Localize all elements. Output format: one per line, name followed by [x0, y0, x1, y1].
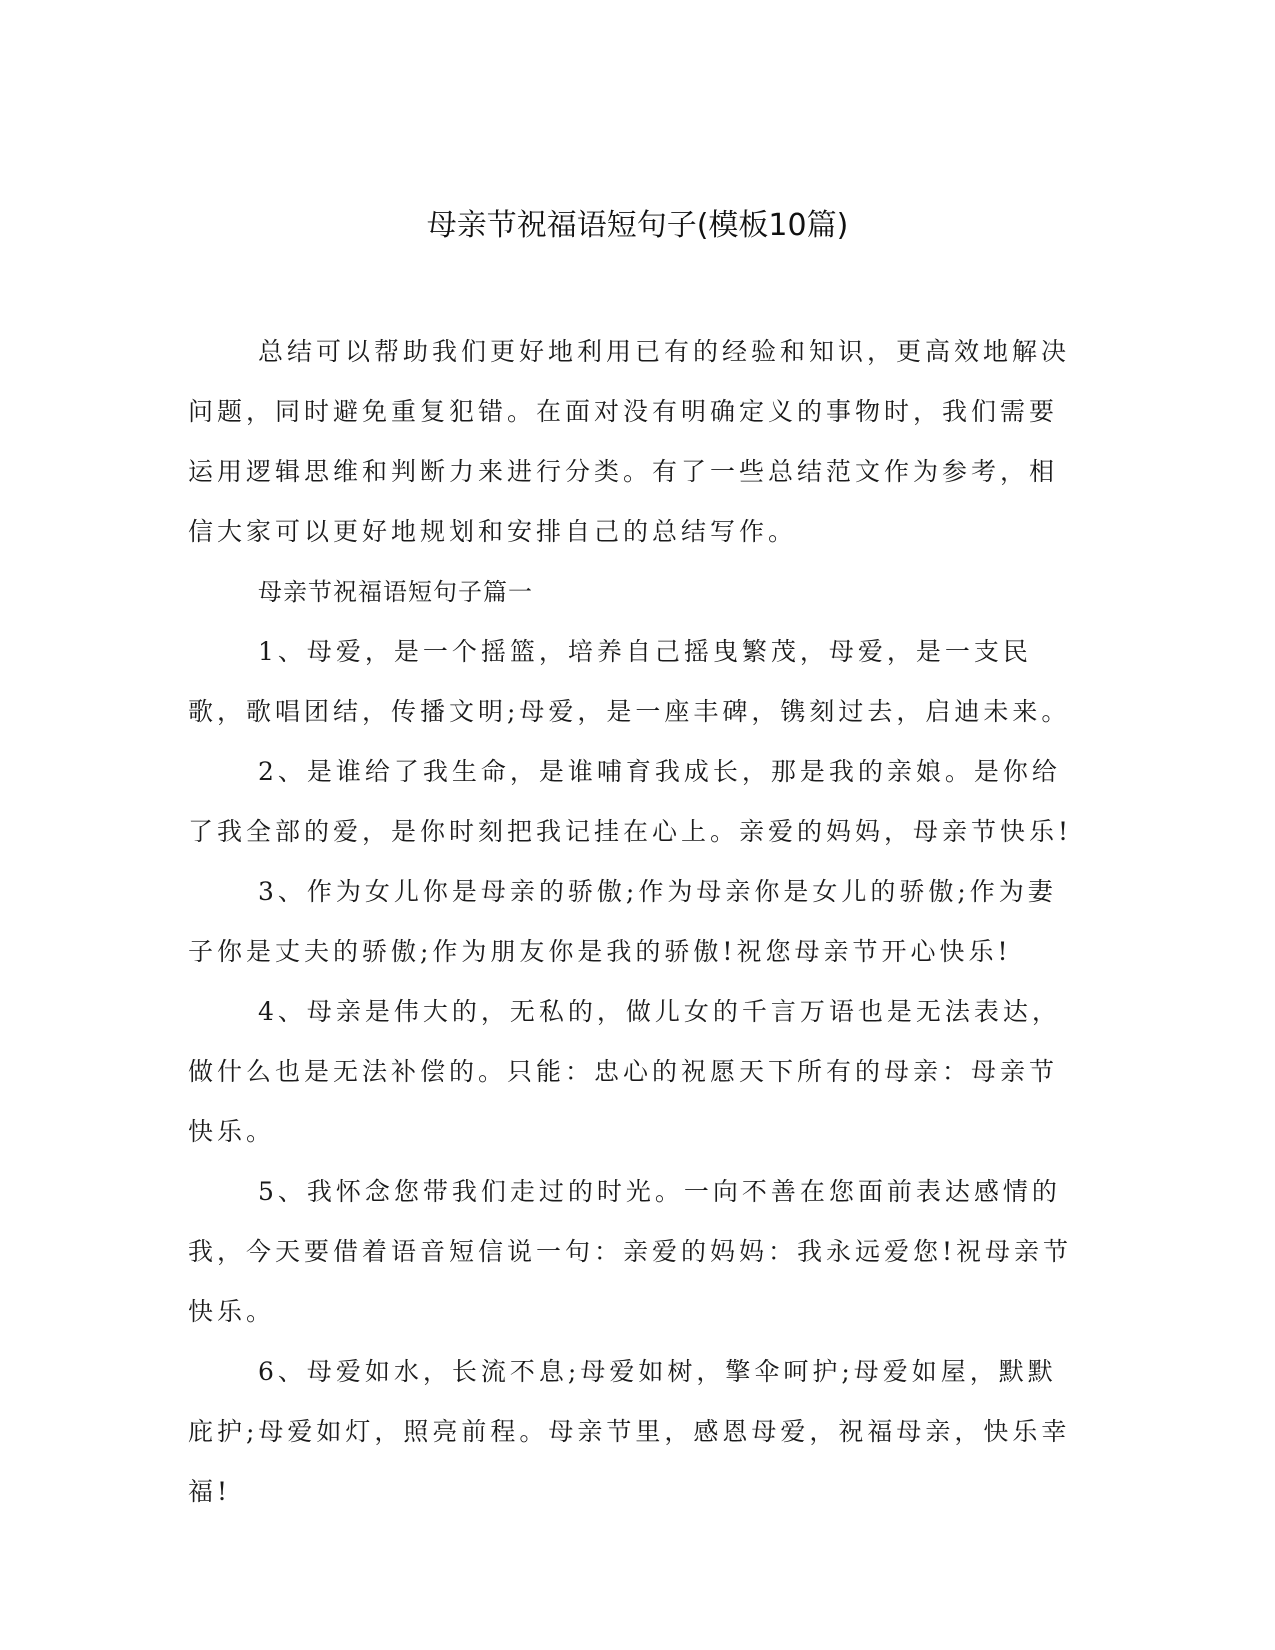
document-title: 母亲节祝福语短句子(模板10篇) — [426, 208, 849, 243]
intro-paragraph: 总结可以帮助我们更好地利用已有的经验和知识，更高效地解决问题，同时避免重复犯错。在面对没有明确定义的事物时，我们需要运用逻辑思维和判断力来进行分类。有了一些总结范文作为参考，相信大家可以更好地规划和安排自己的总结写作。 — [188, 337, 1071, 546]
list-item-1: 1、母爱，是一个摇篮，培养自己摇曳繁茂，母爱，是一支民歌，歌唱团结，传播文明;母爱，是一座丰碑，镌刻过去，启迪未来。 — [188, 637, 1071, 726]
document-body — [188, 322, 1078, 1522]
section-heading: 母亲节祝福语短句子篇一 — [258, 578, 533, 606]
list-item-4: 4、母亲是伟大的，无私的，做儿女的千言万语也是无法表达，做什么也是无法补偿的。只能：忠心的祝愿天下所有的母亲：母亲节快乐。 — [188, 997, 1061, 1146]
list-item-2: 2、是谁给了我生命，是谁哺育我成长，那是我的亲娘。是你给了我全部的爱，是你时刻把我记挂在心上。亲爱的妈妈，母亲节快乐! — [188, 757, 1073, 846]
list-item-5: 5、我怀念您带我们走过的时光。一向不善在您面前表达感情的我，今天要借着语音短信说一句：亲爱的妈妈：我永远爱您!祝母亲节快乐。 — [188, 1177, 1073, 1326]
list-item-3: 3、作为女儿你是母亲的骄傲;作为母亲你是女儿的骄傲;作为妻子你是丈夫的骄傲;作为朋友你是我的骄傲!祝您母亲节开心快乐! — [188, 877, 1057, 966]
list-item-6: 6、母爱如水，长流不息;母爱如树，擎伞呵护;母爱如屋，默默庇护;母爱如灯，照亮前程。母亲节里，感恩母爱，祝福母亲，快乐幸福! — [188, 1357, 1071, 1506]
